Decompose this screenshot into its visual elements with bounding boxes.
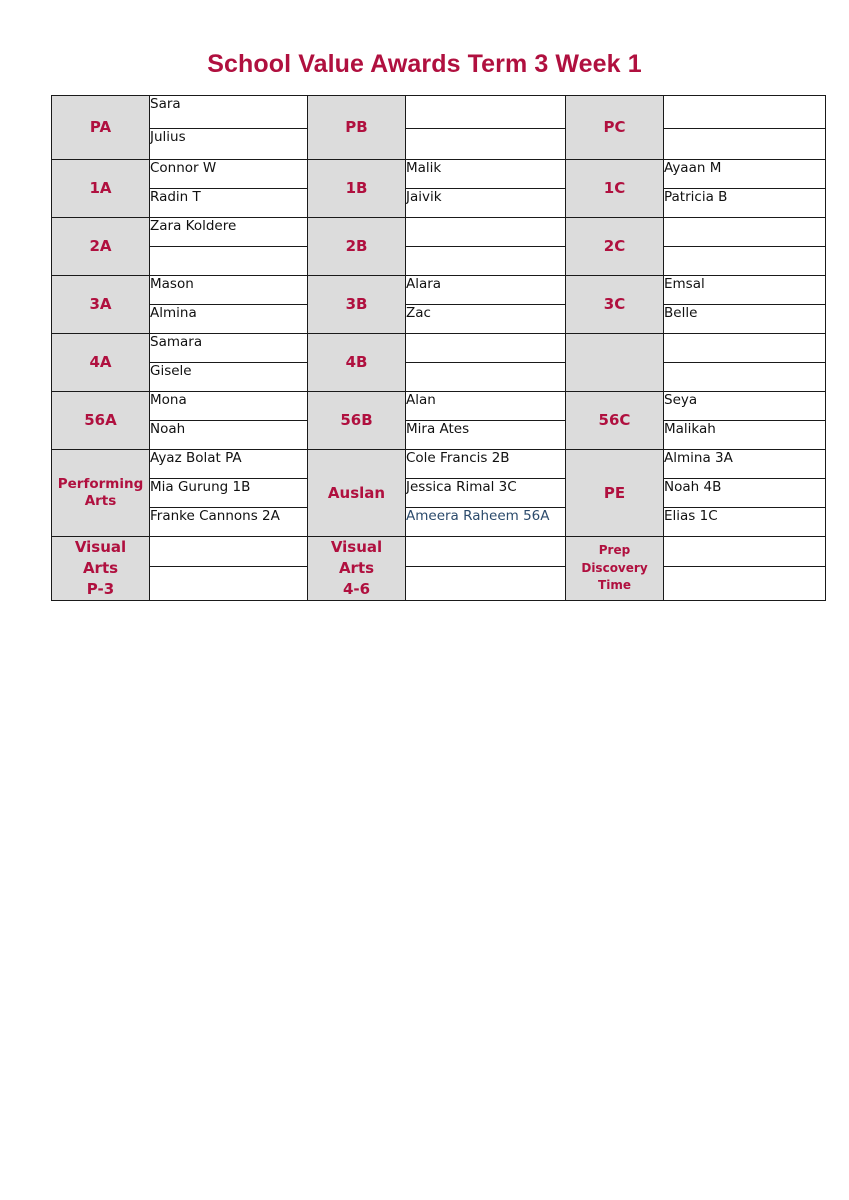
table-row xyxy=(52,305,826,334)
class-label-line: 4-6 xyxy=(342,580,371,598)
class-label: 3C xyxy=(566,276,664,334)
class-label: 2B xyxy=(308,218,406,276)
class-label: PC xyxy=(566,96,664,160)
student-name: Alan xyxy=(406,392,566,421)
student-name: Franke Cannons 2A xyxy=(150,508,308,537)
class-label: 2C xyxy=(566,218,664,276)
table-row xyxy=(52,421,826,450)
student-name: Seya xyxy=(664,392,826,421)
class-label xyxy=(566,537,664,601)
table-row xyxy=(52,363,826,392)
student-name xyxy=(406,334,566,363)
class-label xyxy=(52,537,150,601)
student-name: Mona xyxy=(150,392,308,421)
student-name: Malik xyxy=(406,160,566,189)
student-name: Elias 1C xyxy=(664,508,826,537)
student-name xyxy=(664,247,826,276)
student-name: Connor W xyxy=(150,160,308,189)
class-label: 56B xyxy=(308,392,406,450)
class-label-line: Visual xyxy=(330,538,383,556)
class-label-line: P-3 xyxy=(86,580,115,598)
awards-table xyxy=(51,95,826,601)
student-name: Patricia B xyxy=(664,189,826,218)
student-name: Mira Ates xyxy=(406,421,566,450)
table-row xyxy=(52,96,826,129)
student-name xyxy=(664,218,826,247)
student-name xyxy=(664,537,826,567)
student-name: Almina 3A xyxy=(664,450,826,479)
student-name: Mia Gurung 1B xyxy=(150,479,308,508)
class-label: 1B xyxy=(308,160,406,218)
student-name: Almina xyxy=(150,305,308,334)
class-label: 1A xyxy=(52,160,150,218)
table-row xyxy=(52,450,826,479)
student-name xyxy=(406,129,566,160)
student-name: Noah xyxy=(150,421,308,450)
student-name: Alara xyxy=(406,276,566,305)
student-name: Belle xyxy=(664,305,826,334)
student-name xyxy=(664,129,826,160)
student-name xyxy=(406,218,566,247)
student-name: Zac xyxy=(406,305,566,334)
student-name: Samara xyxy=(150,334,308,363)
student-name: Ayaz Bolat PA xyxy=(150,450,308,479)
class-label: 56A xyxy=(52,392,150,450)
class-label-line: Arts xyxy=(338,559,375,577)
student-name: Radin T xyxy=(150,189,308,218)
table-row xyxy=(52,129,826,160)
table-row xyxy=(52,218,826,247)
class-label: 56C xyxy=(566,392,664,450)
page-title: School Value Awards Term 3 Week 1 xyxy=(207,50,642,78)
student-name: Malikah xyxy=(664,421,826,450)
student-name: Jessica Rimal 3C xyxy=(406,479,566,508)
class-label-line: Visual xyxy=(74,538,127,556)
student-name xyxy=(150,247,308,276)
student-name xyxy=(406,537,566,567)
class-label: 1C xyxy=(566,160,664,218)
student-name xyxy=(406,567,566,601)
class-label xyxy=(566,334,664,392)
student-name: Cole Francis 2B xyxy=(406,450,566,479)
student-name: Ayaan M xyxy=(664,160,826,189)
table-row xyxy=(52,567,826,601)
table-row xyxy=(52,334,826,363)
class-label: Auslan xyxy=(308,450,406,537)
student-name: Zara Koldere xyxy=(150,218,308,247)
class-label xyxy=(308,537,406,601)
student-name: Ameera Raheem 56A xyxy=(406,508,566,537)
student-name: Jaivik xyxy=(406,189,566,218)
student-name xyxy=(664,96,826,129)
student-name xyxy=(664,567,826,601)
student-name xyxy=(664,363,826,392)
table-row xyxy=(52,479,826,508)
class-label: 4B xyxy=(308,334,406,392)
class-label-line: Arts xyxy=(82,559,119,577)
student-name: Noah 4B xyxy=(664,479,826,508)
table-row xyxy=(52,537,826,567)
student-name: Emsal xyxy=(664,276,826,305)
student-name xyxy=(406,363,566,392)
student-name: Sara xyxy=(150,96,308,129)
student-name xyxy=(406,96,566,129)
class-label-line: Discovery xyxy=(581,560,648,575)
class-label: Performing Arts xyxy=(52,450,150,537)
student-name xyxy=(664,334,826,363)
class-label: PA xyxy=(52,96,150,160)
table-row xyxy=(52,392,826,421)
table-row xyxy=(52,247,826,276)
table-row xyxy=(52,508,826,537)
student-name: Gisele xyxy=(150,363,308,392)
student-name: Mason xyxy=(150,276,308,305)
class-label: 4A xyxy=(52,334,150,392)
class-label: PB xyxy=(308,96,406,160)
student-name: Julius xyxy=(150,129,308,160)
class-label: 3A xyxy=(52,276,150,334)
table-row xyxy=(52,160,826,189)
class-label-line: Time xyxy=(598,578,631,593)
class-label: 3B xyxy=(308,276,406,334)
table-row xyxy=(52,276,826,305)
class-label-line: Prep xyxy=(598,543,631,558)
class-label: PE xyxy=(566,450,664,537)
student-name xyxy=(406,247,566,276)
class-label: 2A xyxy=(52,218,150,276)
table-row xyxy=(52,189,826,218)
student-name xyxy=(150,567,308,601)
student-name xyxy=(150,537,308,567)
